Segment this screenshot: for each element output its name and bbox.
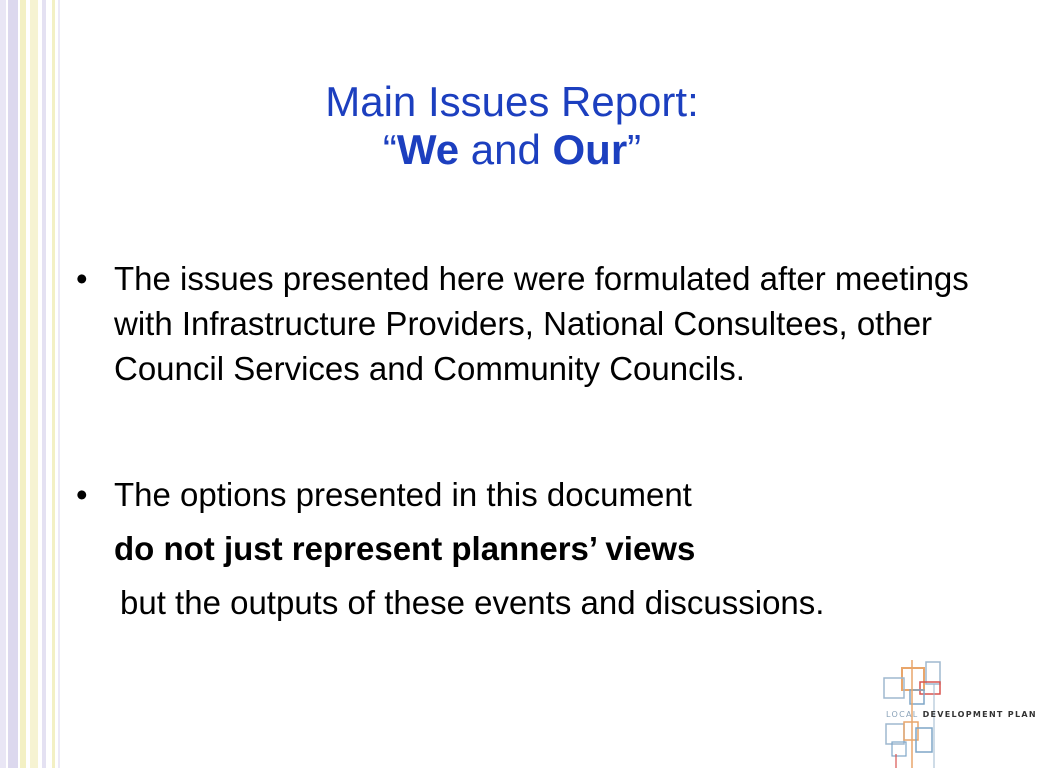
title-line-1: Main Issues Report: (325, 78, 699, 125)
local-development-plan-logo (876, 658, 1037, 768)
title-our: Our (552, 126, 628, 173)
title-and: and (459, 126, 553, 173)
bullet-marker: • (76, 476, 88, 513)
logo-word-development-plan: DEVELOPMENT PLAN (922, 710, 1037, 719)
close-quote: ” (627, 126, 642, 173)
slide-title (0, 78, 1024, 174)
bullet-marker: • (76, 260, 88, 297)
bullet-item-2 (76, 472, 996, 517)
bullet-text: The options presented in this document (114, 476, 692, 513)
logo-word-local: LOCAL (886, 710, 919, 719)
bullet-item-1 (76, 256, 996, 391)
bullet-2-emphasis: do not just represent planners’ views (114, 530, 696, 567)
title-we: We (396, 126, 460, 173)
title-line-2 (0, 126, 1024, 174)
open-quote: “ (382, 126, 397, 173)
logo-wordmark (886, 710, 1037, 719)
bullet-2-continuation: but the outputs of these events and discussions. (120, 584, 825, 621)
bullet-text: The issues presented here were formulated after meetings with Infrastructure Providers, National Consultees, other Council Services and Community Councils. (114, 260, 969, 387)
